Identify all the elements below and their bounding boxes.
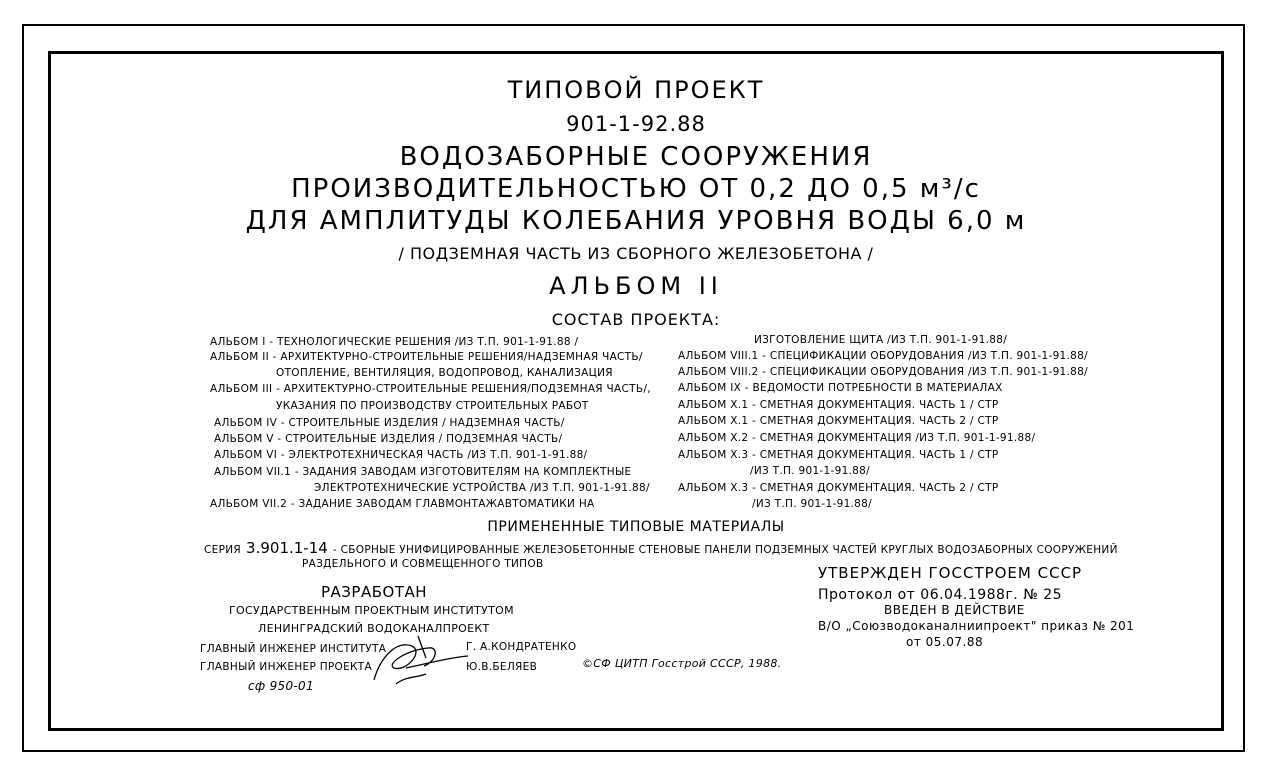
composition-right-9: АЛЬБОМ X.3 - СМЕТНАЯ ДОКУМЕНТАЦИЯ. ЧАСТЬ 2 / СТР <box>678 482 999 494</box>
developed-organization: ЛЕНИНГРАДСКИЙ ВОДОКАНАЛПРОЕКТ <box>258 622 490 635</box>
composition-left-9: ЭЛЕКТРОТЕХНИЧЕСКИЕ УСТРОЙСТВА /ИЗ Т.П. 901-1-91.88/ <box>314 482 650 494</box>
composition-left-1: АЛЬБОМ II - АРХИТЕКТУРНО-СТРОИТЕЛЬНЫЕ РЕШЕНИЯ/НАДЗЕМНАЯ ЧАСТЬ/ <box>210 351 643 363</box>
composition-left-6: АЛЬБОМ V - СТРОИТЕЛЬНЫЕ ИЗДЕЛИЯ / ПОДЗЕМНАЯ ЧАСТЬ/ <box>214 433 563 445</box>
composition-right-1: АЛЬБОМ VIII.1 - СПЕЦИФИКАЦИИ ОБОРУДОВАНИЯ /ИЗ Т.П. 901-1-91.88/ <box>678 350 1088 362</box>
approval-line-1: УТВЕРЖДЕН ГОССТРОЕМ СССР <box>818 564 1083 582</box>
composition-left-5: АЛЬБОМ IV - СТРОИТЕЛЬНЫЕ ИЗДЕЛИЯ / НАДЗЕМНАЯ ЧАСТЬ/ <box>214 417 565 429</box>
signature-icon <box>366 628 476 690</box>
composition-left-7: АЛЬБОМ VI - ЭЛЕКТРОТЕХНИЧЕСКАЯ ЧАСТЬ /ИЗ Т.П. 901-1-91.88/ <box>214 449 588 461</box>
series-text-2: РАЗДЕЛЬНОГО И СОВМЕЩЕННОГО ТИПОВ <box>302 558 544 570</box>
project-type-title: ТИПОВОЙ ПРОЕКТ <box>507 76 765 104</box>
chief-project-label: ГЛАВНЫЙ ИНЖЕНЕР ПРОЕКТА <box>200 661 373 673</box>
developed-heading: РАЗРАБОТАН <box>321 583 428 601</box>
composition-right-2: АЛЬБОМ VIII.2 - СПЕЦИФИКАЦИИ ОБОРУДОВАНИЯ /ИЗ Т.П. 901-1-91.88/ <box>678 366 1088 378</box>
composition-right-3: АЛЬБОМ IX - ВЕДОМОСТИ ПОТРЕБНОСТИ В МАТЕРИАЛАХ <box>678 382 1003 394</box>
materials-heading: ПРИМЕНЕННЫЕ ТИПОВЫЕ МАТЕРИАЛЫ <box>487 519 785 535</box>
album-title: АЛЬБОМ II <box>549 272 723 300</box>
approval-enacted: ВВЕДЕН В ДЕЙСТВИЕ <box>884 603 1025 617</box>
composition-left-3: АЛЬБОМ III - АРХИТЕКТУРНО-СТРОИТЕЛЬНЫЕ РЕШЕНИЯ/ПОДЗЕМНАЯ ЧАСТЬ/, <box>210 383 651 395</box>
title-line-3: ВОДОЗАБОРНЫЕ СООРУЖЕНИЯ <box>399 142 873 172</box>
subtitle: / ПОДЗЕМНАЯ ЧАСТЬ ИЗ СБОРНОГО ЖЕЛЕЗОБЕТОНА / <box>398 244 874 263</box>
series-code: 3.901.1-14 <box>246 539 328 557</box>
composition-right-4: АЛЬБОМ X.1 - СМЕТНАЯ ДОКУМЕНТАЦИЯ. ЧАСТЬ 1 / СТР <box>678 399 999 411</box>
composition-right-5: АЛЬБОМ X.1 - СМЕТНАЯ ДОКУМЕНТАЦИЯ. ЧАСТЬ 2 / СТР <box>678 415 999 427</box>
composition-heading: СОСТАВ ПРОЕКТА: <box>551 310 721 329</box>
composition-right-10: /ИЗ Т.П. 901-1-91.88/ <box>752 498 872 510</box>
developed-institute: ГОСУДАРСТВЕННЫМ ПРОЕКТНЫМ ИНСТИТУТОМ <box>229 604 514 617</box>
chief-project-name: Ю.В.БЕЛЯЕВ <box>466 661 538 673</box>
series-line <box>204 540 1118 556</box>
chief-institute-label: ГЛАВНЫЙ ИНЖЕНЕР ИНСТИТУТА <box>200 643 387 655</box>
title-line-4: ПРОИЗВОДИТЕЛЬНОСТЬЮ ОТ 0,2 ДО 0,5 м³/с <box>291 174 981 204</box>
composition-left-4: УКАЗАНИЯ ПО ПРОИЗВОДСТВУ СТРОИТЕЛЬНЫХ РАБОТ <box>276 400 589 412</box>
approval-date: от 05.07.88 <box>906 635 984 649</box>
project-number: 901-1-92.88 <box>566 112 706 136</box>
approval-order: В/О „Союзводоканалниипроект" приказ № 201 <box>818 619 1135 633</box>
document-code: сф 950-01 <box>248 679 314 693</box>
composition-left-10: АЛЬБОМ VII.2 - ЗАДАНИЕ ЗАВОДАМ ГЛАВМОНТАЖАВТОМАТИКИ НА <box>210 498 595 510</box>
composition-right-6: АЛЬБОМ X.2 - СМЕТНАЯ ДОКУМЕНТАЦИЯ /ИЗ Т.П. 901-1-91.88/ <box>678 432 1036 444</box>
chief-institute-name: Г. А.КОНДРАТЕНКО <box>466 641 577 653</box>
series-label: СЕРИЯ <box>204 544 241 556</box>
composition-right-8: /ИЗ Т.П. 901-1-91.88/ <box>750 465 870 477</box>
title-line-5: ДЛЯ АМПЛИТУДЫ КОЛЕБАНИЯ УРОВНЯ ВОДЫ 6,0 м <box>245 206 1027 236</box>
composition-left-2: ОТОПЛЕНИЕ, ВЕНТИЛЯЦИЯ, ВОДОПРОВОД, КАНАЛИЗАЦИЯ <box>276 367 613 379</box>
copyright: ©СФ ЦИТП Госстрой СССР, 1988. <box>582 657 782 670</box>
composition-right-0: ИЗГОТОВЛЕНИЕ ЩИТА /ИЗ Т.П. 901-1-91.88/ <box>754 334 1008 346</box>
series-text: - СБОРНЫЕ УНИФИЦИРОВАННЫЕ ЖЕЛЕЗОБЕТОННЫЕ СТЕНОВЫЕ ПАНЕЛИ ПОДЗЕМНЫХ ЧАСТЕЙ КРУГЛЫХ ВОДОЗАБОРНЫХ СООРУЖЕНИЙ <box>332 544 1118 556</box>
composition-left-0: АЛЬБОМ I - ТЕХНОЛОГИЧЕСКИЕ РЕШЕНИЯ /ИЗ Т.П. 901-1-91.88 / <box>210 336 579 348</box>
composition-left-8: АЛЬБОМ VII.1 - ЗАДАНИЯ ЗАВОДАМ ИЗГОТОВИТЕЛЯМ НА КОМПЛЕКТНЫЕ <box>214 466 632 478</box>
composition-right-7: АЛЬБОМ X.3 - СМЕТНАЯ ДОКУМЕНТАЦИЯ. ЧАСТЬ 1 / СТР <box>678 449 999 461</box>
approval-protocol: Протокол от 06.04.1988г. № 25 <box>818 587 1063 603</box>
